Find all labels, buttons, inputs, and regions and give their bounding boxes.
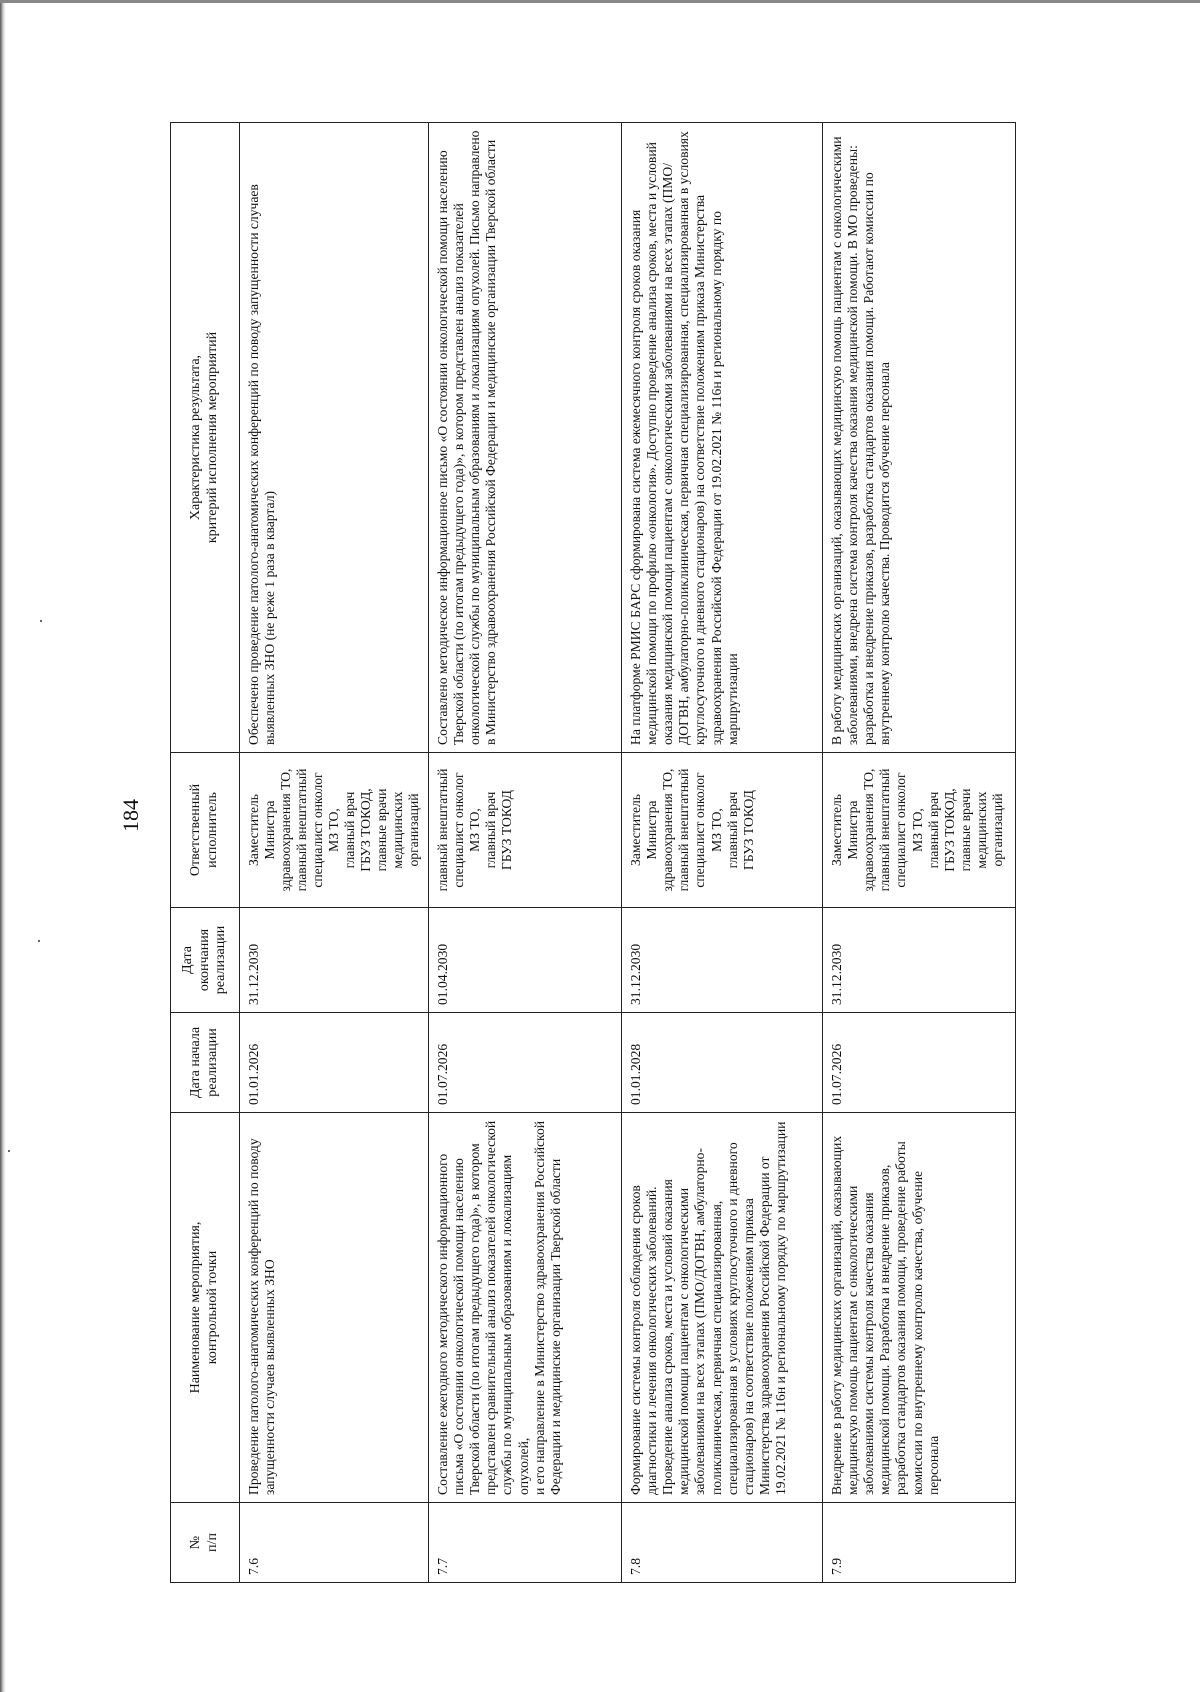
cell-num: 7.7 <box>429 1503 622 1583</box>
cell-result: На платформе РМИС БАРС сформирована система ежемесячного контроля сроков оказания медицинской помощи по профилю «онкология». Доступно проведение анализа сроков, места и условий оказания медицинской помощи пациентам с онкологическими заболеваниями на всех этапах (ПМО/ДОГВН, амбулаторно-поликлиническая, первичная специализированная, специализированная в условиях круглосуточного и дневного стационаров) на соответствие положениям приказа Министерства здравоохранения Российской Федерации от 19.02.2021 № 116н и региональному порядку по маршрутизации <box>622 123 823 753</box>
header-end <box>171 908 240 1013</box>
scan-edge-top <box>0 0 1200 3</box>
measures-table <box>170 122 1016 1583</box>
table-row <box>240 123 429 1583</box>
cell-start: 01.01.2026 <box>240 1013 429 1113</box>
header-text: Ответственный исполнитель <box>188 783 220 877</box>
header-num <box>171 1503 240 1583</box>
header-text: Характеристика результата, критерий исполнения мероприятий <box>188 331 220 544</box>
cell-result: Обеспечено проведение патолого-анатомических конференций по поводу запущенности случаев выявленных ЗНО (не реже 1 раза в квартал) <box>240 123 429 753</box>
cell-name: Составление ежегодного методического информационного письма «О состоянии онкологической помощи населению Тверской области (по итогам предыдущего года)», в котором представлен сравнительный анализ показателей онкологической службы по муниципальным образованиям и локализациям опухолей, и его направление в Министерство здравоохранения Российской Федерации и медицинские организации Тверской области <box>429 1113 622 1503</box>
header-text: Дата начала реализации <box>188 1026 220 1099</box>
header-text: Дата окончания реализации <box>180 925 229 995</box>
cell-end: 31.12.2030 <box>823 908 1016 1013</box>
cell-responsible: Заместитель Министра здравоохранения ТО, главный внештатный специалист онколог МЗ ТО, главный врач ГБУЗ ТОКОД, главные врачи медицинских организаций <box>823 753 1016 908</box>
header-start <box>171 1013 240 1113</box>
header-name <box>171 1113 240 1503</box>
header-responsible <box>171 753 240 908</box>
scan-speck <box>8 1150 10 1152</box>
table-row <box>429 123 622 1583</box>
cell-num: 7.6 <box>240 1503 429 1583</box>
cell-name: Внедрение в работу медицинских организаций, оказывающих медицинскую помощь пациентам с онкологическими заболеваниями системы контроля качества оказания медицинской помощи. Разработка и внедрение приказов, разработка стандартов оказания помощи, проведение работы комиссии по внутреннему контролю качества, обучение персонала <box>823 1113 1016 1503</box>
page-number: 184 <box>118 799 143 832</box>
table-row <box>622 123 823 1583</box>
header-result <box>171 123 240 753</box>
cell-start: 01.07.2026 <box>429 1013 622 1113</box>
cell-name: Формирование системы контроля соблюдения сроков диагностики и лечения онкологических заболеваний. Проведение анализа сроков, места и условий оказания медицинской помощи пациентам с онкологическими заболеваниями на всех этапах (ПМО/ДОГВН, амбулаторно-поликлиническая, первичная специализированная, специализированная в условиях круглосуточного и дневного стационаров) на соответствие положениям приказа Министерства здравоохранения Российской Федерации от 19.02.2021 № 116н и региональному порядку по маршрутизации <box>622 1113 823 1503</box>
cell-start: 01.01.2028 <box>622 1013 823 1113</box>
scan-edge <box>0 0 6 1692</box>
cell-responsible: главный внештатный специалист онколог МЗ ТО, главный врач ГБУЗ ТОКОД <box>429 753 622 908</box>
cell-name: Проведение патолого-анатомических конференций по поводу запущенности случаев выявленных ЗНО <box>240 1113 429 1503</box>
cell-end: 01.04.2030 <box>429 908 622 1013</box>
scan-speck <box>38 940 40 942</box>
table-row <box>823 123 1016 1583</box>
cell-end: 31.12.2030 <box>622 908 823 1013</box>
cell-end: 31.12.2030 <box>240 908 429 1013</box>
cell-responsible: Заместитель Министра здравоохранения ТО, главный внештатный специалист онколог МЗ ТО, главный врач ГБУЗ ТОКОД <box>622 753 823 908</box>
cell-responsible: Заместитель Министра здравоохранения ТО, главный внештатный специалист онколог МЗ ТО, главный врач ГБУЗ ТОКОД, главные врачи медицинских организаций <box>240 753 429 908</box>
cell-start: 01.07.2026 <box>823 1013 1016 1113</box>
header-text: № п/п <box>188 1533 220 1552</box>
cell-result: В работу медицинских организаций, оказывающих медицинскую помощь пациентам с онкологическими заболеваниями, внедрена система контроля качества оказания медицинской помощи. В МО проведены: разработка и внедрение приказов, разработка стандартов оказания помощи. Работают комиссии по внутреннему контролю качества. Проводится обучение персонала <box>823 123 1016 753</box>
cell-num: 7.9 <box>823 1503 1016 1583</box>
rotated-page-content <box>170 123 1200 1583</box>
scan-speck <box>40 620 42 622</box>
header-text: Наименование мероприятия, контрольной точки <box>188 1221 220 1394</box>
cell-num: 7.8 <box>622 1503 823 1583</box>
table-header-row <box>171 123 240 1583</box>
cell-result: Составлено методическое информационное письмо «О состоянии онкологической помощи населению Тверской области (по итогам предыдущего года)», в котором представлен анализ показателей онкологической службы по муниципальным образованиям и локализациям опухолей. Письмо направлено в Министерство здравоохранения Российской Федерации и медицинские организации Тверской области <box>429 123 622 753</box>
